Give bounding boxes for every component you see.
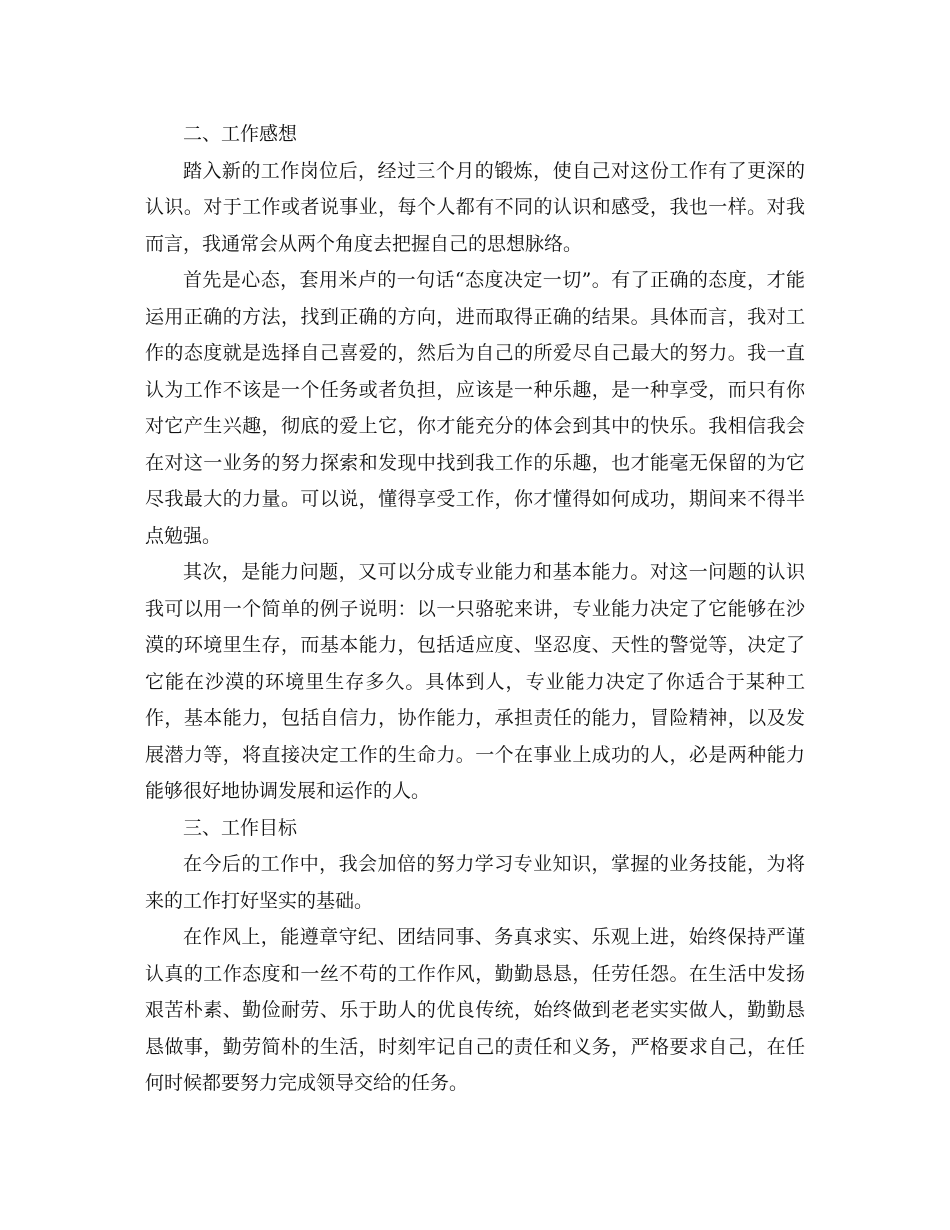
paragraph-work-style: 在作风上，能遵章守纪、团结同事、务真求实、乐观上进，始终保持严谨认真的工作态度和一丝不苟的工作作风，勤勤恳恳，任劳任怨。在生活中发扬艰苦朴素、勤俭耐劳、乐于助人的优良传统，始终做到老老实实做人，勤勤恳恳做事，勤劳简朴的生活，时刻牢记自己的责任和义务，严格要求自己，在任何时候都要努力完成领导交给的任务。 [145,926,805,1094]
paragraph-intro: 踏入新的工作岗位后，经过三个月的锻炼，使自己对这份工作有了更深的认识。对于工作或者说事业，每个人都有不同的认识和感受，我也一样。对我而言，我通常会从两个角度去把握自己的思想脉络。 [145,159,805,255]
document-body [145,116,805,1102]
paragraph-study-plan: 在今后的工作中，我会加倍的努力学习专业知识，掌握的业务技能，为将来的工作打好坚实的基础。 [145,853,805,912]
paragraph-ability: 其次，是能力问题，又可以分成专业能力和基本能力。对这一问题的认识我可以用一个简单的例子说明：以一只骆驼来讲，专业能力决定了它能够在沙漠的环境里生存，而基本能力，包括适应度、坚忍度、天性的警觉等，决定了它能在沙漠的环境里生存多久。具体到人，专业能力决定了你适合于某种工作，基本能力，包括自信力，协作能力，承担责任的能力，冒险精神，以及发展潜力等，将直接决定工作的生命力。一个在事业上成功的人，必是两种能力能够很好地协调发展和运作的人。 [145,561,805,802]
paragraph-attitude: 首先是心态，套用米卢的一句话“态度决定一切”。有了正确的态度，才能运用正确的方法，找到正确的方向，进而取得正确的结果。具体而言，我对工作的态度就是选择自己喜爱的，然后为自己的所爱尽自己最大的努力。我一直认为工作不该是一个任务或者负担，应该是一种乐趣，是一种享受，而只有你对它产生兴趣，彻底的爱上它，你才能充分的体会到其中的快乐。我相信我会在对这一业务的努力探索和发现中找到我工作的乐趣，也才能毫无保留的为它尽我最大的力量。可以说，懂得享受工作，你才懂得如何成功，期间来不得半点勉强。 [145,269,805,547]
section-heading-work-reflections: 二、工作感想 [183,123,298,145]
section-heading-work-goals: 三、工作目标 [183,816,298,839]
